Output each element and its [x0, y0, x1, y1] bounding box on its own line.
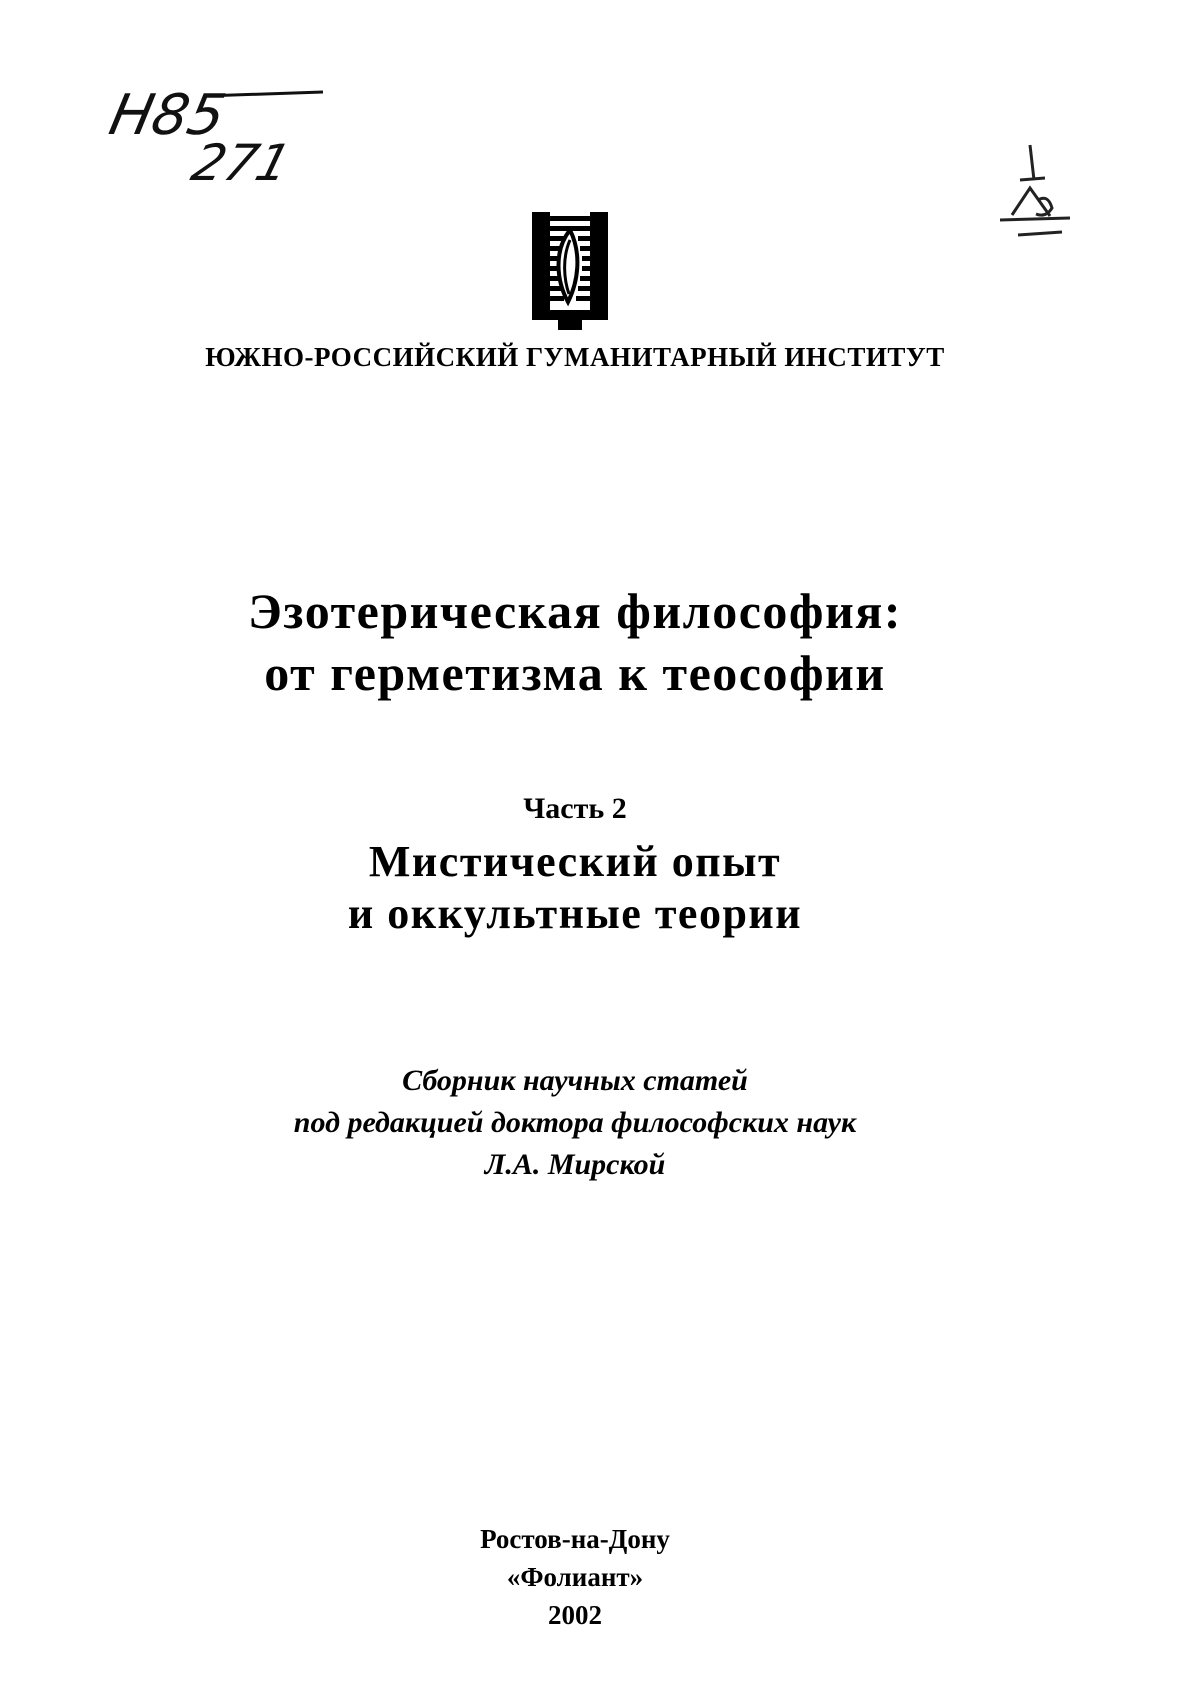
part-title-line-2: и оккультные теории	[347, 889, 803, 938]
imprint-year: 2002	[548, 1600, 602, 1630]
part-title-line-1: Мистический опыт	[368, 837, 782, 886]
book-title-line-1: Эзотерическая философия:	[248, 583, 902, 639]
imprint	[0, 1520, 1150, 1634]
editor-name: Л.А. Мирской	[484, 1148, 666, 1181]
book-title	[0, 580, 1150, 704]
library-stamp-icon	[990, 140, 1080, 250]
institute-name: ЮЖНО-РОССИЙСКИЙ ГУМАНИТАРНЫЙ ИНСТИТУТ	[205, 342, 945, 372]
editor-line-2: под редакцией доктора философских наук	[293, 1106, 857, 1139]
editor-line-1: Сборник научных статей	[402, 1064, 748, 1097]
imprint-publisher: «Фолиант»	[506, 1562, 644, 1592]
book-title-line-2: от герметизма к теософии	[264, 645, 886, 701]
editor-statement	[0, 1060, 1150, 1186]
handwritten-shelf-mark	[103, 72, 348, 192]
part-number: Часть 2	[523, 792, 627, 825]
handwritten-mark-bottom: 271	[185, 133, 297, 192]
institute-logo	[532, 210, 608, 332]
part-title	[0, 836, 1150, 940]
imprint-city: Ростов-на-Дону	[480, 1524, 670, 1554]
handwritten-mark-top: Н85	[103, 82, 232, 148]
